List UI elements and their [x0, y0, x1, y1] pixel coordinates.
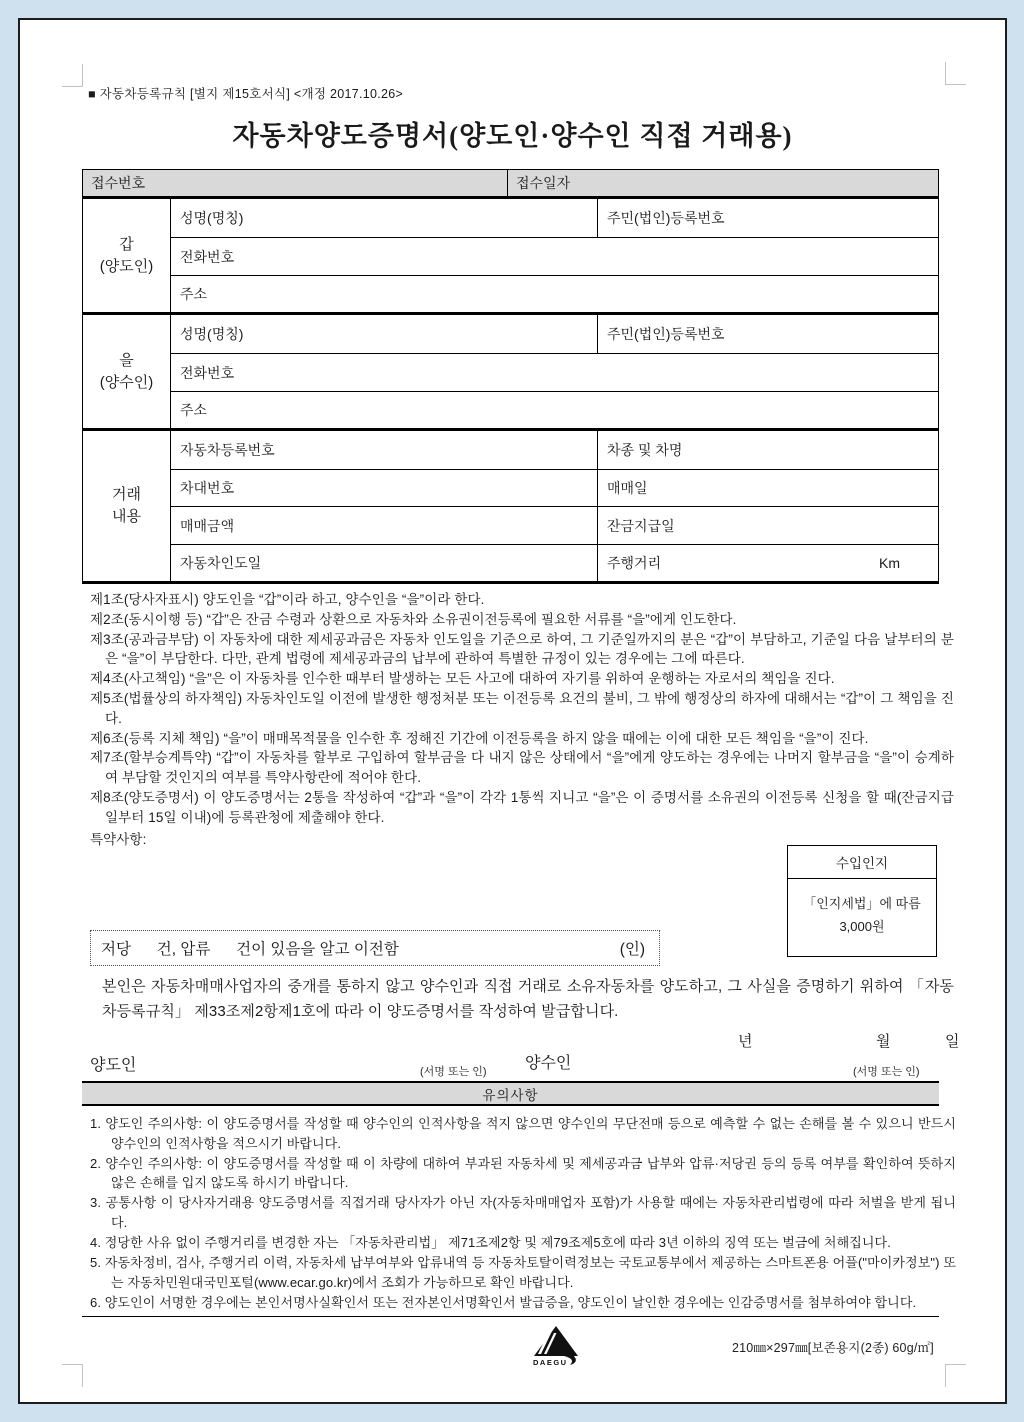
clause-4: 제4조(사고책임) “을”은 이 자동차를 인수한 때부터 발생하는 모든 사고에 대하여 자기를 위하여 운행하는 자로서의 책임을 진다. [90, 671, 835, 687]
party-b-role-cell [83, 315, 171, 428]
party-a-phone-row [171, 237, 938, 275]
clause-3: 제3조(공과금부담) 이 자동차에 대한 제세공과금은 자동차 인도일을 기준으로 하여, 그 기준일까지의 분은 “갑”이 부담하고, 기준일 다음 날부터의 분은 “을”이 부담한다. 다만, 관계 법령에 제세공과금의 납부에 관하여 특별한 규정이 있는 경우에는 그에 따른다. [90, 631, 954, 667]
date-year-label: 년 [738, 1033, 753, 1050]
balance-date-label: 잔금지급일 [607, 517, 675, 534]
party-a-section [83, 199, 938, 315]
deal-row-delivery [171, 544, 938, 581]
party-a-address-label: 주소 [180, 286, 208, 302]
party-a-name-row [171, 199, 938, 237]
party-b-regno-label: 주민(법인)등록번호 [607, 326, 725, 342]
receipt-date-cell: 접수일자 [516, 175, 571, 191]
party-b-name-label: 성명(명칭) [171, 315, 598, 353]
clause-6: 제6조(등록 지체 책임) “을”이 매매목적물을 인수한 후 정해진 기간에 이전등록을 하지 않을 때에는 이에 대한 모든 책임을 “을”이 진다. [90, 730, 869, 746]
paper-spec-text: 210㎜×297㎜[보존용지(2종) 60g/㎡] [732, 1341, 934, 1355]
revenue-stamp-body [788, 879, 936, 938]
chassis-no-label: 차대번호 [171, 470, 598, 506]
deal-row-price [171, 506, 938, 544]
mileage-label: 주행거리 [607, 555, 662, 571]
sale-date-label: 매매일 [607, 480, 648, 496]
delivery-date-label: 자동차인도일 [171, 545, 598, 581]
party-b-role: 을 [119, 351, 134, 369]
date-day-label: 일 [945, 1033, 960, 1050]
clause-1: 제1조(당사자표시) 양도인을 “갑”이라 하고, 양수인을 “을”이라 한다. [90, 592, 485, 607]
notice-header-bar: 유의사항 [82, 1081, 939, 1106]
party-b-address-row [171, 391, 938, 428]
notice-item-4: 4. 정당한 사유 없이 주행거리를 변경한 자는 「자동차관리법」 제71조제2항 및 제79조제5호에 따라 3년 이하의 징역 또는 벌금에 처해집니다. [90, 1235, 891, 1251]
corner-mark-top-left [62, 64, 83, 87]
revenue-stamp-box [787, 845, 937, 957]
transferor-signature-label: 양도인 [90, 1057, 137, 1074]
party-b-role-paren: (양수인) [99, 373, 154, 391]
form-page [18, 18, 1007, 1404]
party-a-regno-label: 주민(법인)등록번호 [607, 210, 725, 226]
deal-header-line2: 내용 [112, 508, 141, 525]
clause-7: 제7조(할부승계특약) “갑”이 자동차를 할부로 구입하여 할부금을 다 내지 않은 상태에서 “을”에게 양도하는 경우에는 나머지 할부금을 “을”이 승계하여 부담할 것인지의 여부를 특약사항란에 적어야 한다. [90, 750, 954, 786]
deal-header-line1: 거래 [112, 486, 141, 504]
svg-text:DAEGU: DAEGU [533, 1358, 568, 1367]
notice-items [90, 1114, 956, 1313]
mortgage-seal-mark: (인) [619, 941, 645, 958]
declaration-paragraph: 본인은 자동차매매사업자의 중개를 통하지 않고 양수인과 직접 거래로 소유자동차를 양도하고, 그 사실을 증명하기 위하여 「자동차등록규칙」 제33조제2항제1호에 따라 이 양도증명서를 작성하여 발급합니다. [102, 978, 954, 1020]
special-terms-label: 특약사항: [90, 831, 147, 847]
deal-row-registration [171, 431, 938, 469]
clause-8: 제8조(양도증명서) 이 양도증명서는 2통을 작성하여 “갑”과 “을”이 각각 1통씩 지니고 “을”은 이 증명서를 소유권의 이전등록 신청을 할 때(잔금지급일부터 15일 이내)에 등록관청에 제출해야 한다. [90, 789, 954, 825]
deal-section [83, 431, 938, 584]
deal-row-chassis [171, 469, 938, 506]
party-b-address-label: 주소 [180, 402, 208, 418]
party-b-phone-row [171, 353, 938, 391]
notice-item-6: 6. 양도인이 서명한 경우에는 본인서명사실확인서 또는 전자본인서명확인서 발급증을, 양도인이 날인한 경우에는 인감증명서를 첨부하여야 합니다. [90, 1294, 917, 1310]
document-title: 자동차양도증명서(양도인·양수인 직접 거래용) [232, 121, 793, 151]
party-a-phone-label: 전화번호 [180, 248, 235, 265]
transferor-sign-note: (서명 또는 인) [420, 1066, 487, 1078]
clause-2: 제2조(동시이행 등) “갑”은 잔금 수령과 상환으로 자동차와 소유권이전등록에 필요한 서류를 “을”에게 인도한다. [90, 611, 737, 627]
deal-header-cell [83, 431, 171, 581]
notice-item-3: 3. 공통사항 이 당사자거래용 양도증명서를 직접거래 당사자가 아닌 자(자동차매매업자 포함)가 사용할 때에는 자동차관리법령에 따라 처벌을 받게 됩니다. [90, 1195, 956, 1230]
party-a-role-cell [83, 199, 171, 312]
mileage-unit: Km [879, 555, 900, 571]
revenue-stamp-title: 수입인지 [788, 846, 936, 879]
stamp-amount: 3,000원 [839, 919, 885, 934]
sale-price-label: 매매금액 [171, 507, 598, 544]
footer-divider [82, 1316, 939, 1317]
corner-mark-bottom-right [945, 1364, 966, 1387]
stamp-law-line: 「인지세법」에 따름 [803, 896, 921, 911]
notice-item-5: 5. 자동차정비, 검사, 주행거리 이력, 자동차세 납부여부와 압류내역 등 자동차토탈이력정보는 국토교통부에서 제공하는 스마트폰용 어플("마이카정보") 또는 자동차민원대국민포털(www.ecar.go.kr)에서 조회가 가능하므로 확인 바랍니다. [90, 1255, 956, 1290]
contract-clauses [90, 590, 954, 849]
party-b-section [83, 315, 938, 431]
form-rule-reference: ■ 자동차등록규칙 [별지 제15호서식] <개정 2017.10.26> [88, 87, 404, 101]
notice-item-2: 2. 양수인 주의사항: 이 양도증명서를 작성할 때 이 차량에 대하여 부과된 자동차세 및 제세공과금 납부와 압류·저당권 등의 등록 여부를 확인하여 뜻하지 않은 손해를 입지 않도록 하시기 바랍니다. [90, 1155, 956, 1191]
receipt-header-row [83, 170, 938, 199]
corner-mark-bottom-left [62, 1364, 83, 1387]
daegu-logo [526, 1324, 586, 1372]
vehicle-type-name-label: 차종 및 차명 [607, 442, 683, 458]
receipt-number-cell: 접수번호 [83, 170, 508, 196]
mileage-cell [598, 545, 938, 581]
clause-5: 제5조(법률상의 하자책임) 자동차인도일 이전에 발생한 행정처분 또는 이전등록 요건의 불비, 그 밖에 행정상의 하자에 대해서는 “갑”이 그 책임을 진다. [90, 690, 954, 726]
form-table [82, 169, 939, 584]
vehicle-reg-no-label: 자동차등록번호 [171, 431, 598, 469]
corner-mark-top-right [945, 62, 966, 85]
party-a-role: 갑 [119, 235, 134, 253]
party-b-name-row [171, 315, 938, 353]
mortgage-text: 저당 건, 압류 건이 있음을 알고 이전함 [101, 941, 399, 958]
date-month-label: 월 [876, 1033, 891, 1050]
transferee-signature-label: 양수인 [525, 1055, 572, 1072]
party-a-address-row [171, 275, 938, 312]
party-a-role-paren: (양도인) [99, 257, 154, 275]
party-b-phone-label: 전화번호 [180, 364, 235, 381]
notice-item-1: 1. 양도인 주의사항: 이 양도증명서를 작성할 때 양수인의 인적사항을 적지 않으면 양수인의 무단전매 등으로 예측할 수 없는 손해를 볼 수 있으니 반드시 양수인의 인적사항을 적으시기 바랍니다. [90, 1116, 956, 1151]
party-a-name-label: 성명(명칭) [171, 199, 598, 237]
mortgage-acknowledgement-box [90, 930, 660, 966]
transferee-sign-note: (서명 또는 인) [853, 1066, 920, 1078]
